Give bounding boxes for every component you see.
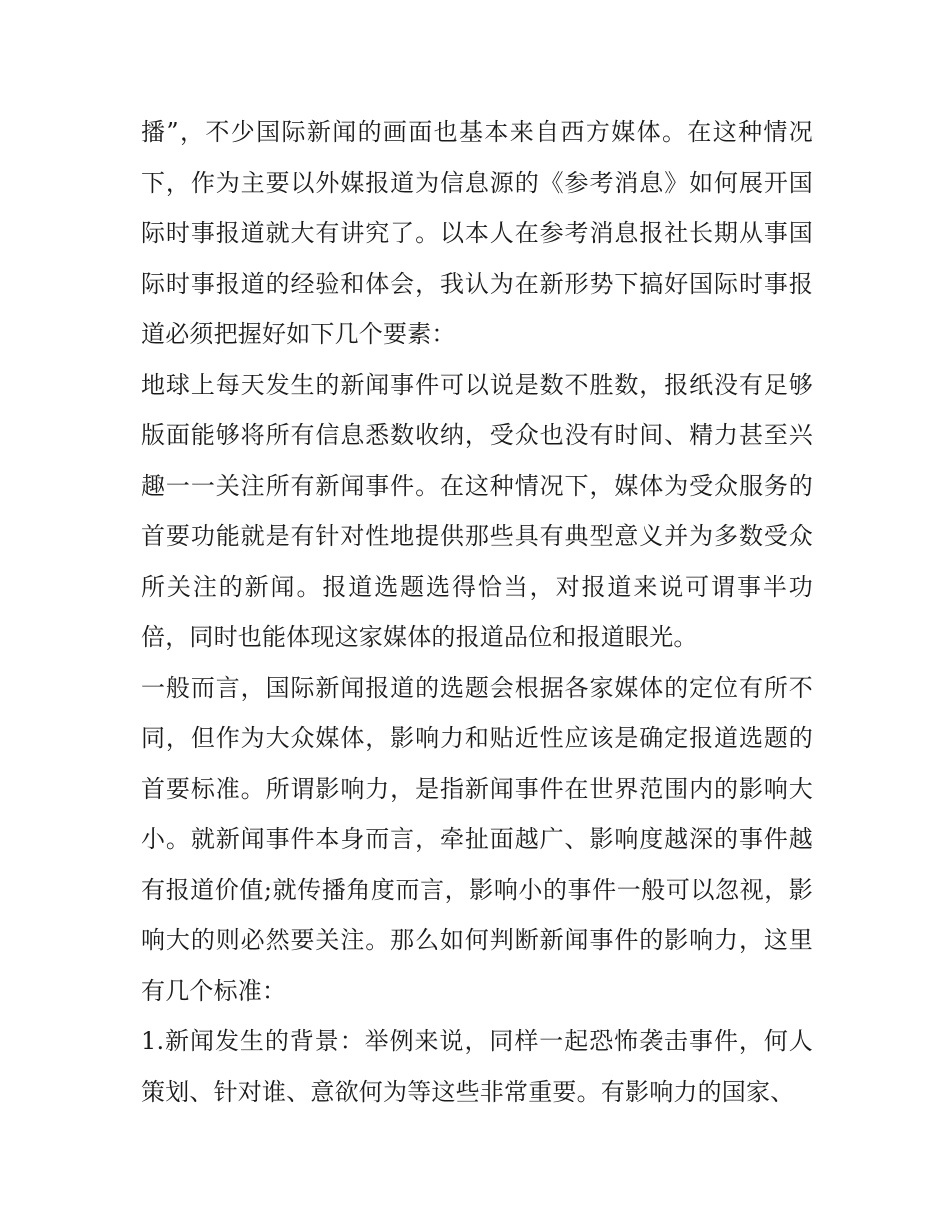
paragraph-point-1: 1.新闻发生的背景：举例来说，同样一起恐怖袭击事件，何人策划、针对谁、意欲何为等这些非常重要。有影响力的国家、 <box>141 1027 813 1106</box>
document-body <box>141 107 813 1117</box>
paragraph-news-selection: 地球上每天发生的新闻事件可以说是数不胜数，报纸没有足够版面能够将所有信息悉数收纳，受众也没有时间、精力甚至兴趣一一关注所有新闻事件。在这种情况下，媒体为受众服务的首要功能就是有针对性地提供那些具有典型意义并为多数受众所关注的新闻。报道选题选得恰当，对报道来说可谓事半功倍，同时也能体现这家媒体的报道品位和报道眼光。 <box>141 370 813 651</box>
paragraph-influence-standard: 一般而言，国际新闻报道的选题会根据各家媒体的定位有所不同，但作为大众媒体，影响力和贴近性应该是确定报道选题的首要标准。所谓影响力，是指新闻事件在世界范围内的影响大小。就新闻事件本身而言，牵扯面越广、影响度越深的事件越有报道价值;就传播角度而言，影响小的事件一般可以忽视，影响大的则必然要关注。那么如何判断新闻事件的影响力，这里有几个标准： <box>141 673 813 1005</box>
paragraph-intro: 播”，不少国际新闻的画面也基本来自西方媒体。在这种情况下，作为主要以外媒报道为信息源的《参考消息》如何展开国际时事报道就大有讲究了。以本人在参考消息报社长期从事国际时事报道的经验和体会，我认为在新形势下搞好国际时事报道必须把握好如下几个要素： <box>141 118 813 348</box>
